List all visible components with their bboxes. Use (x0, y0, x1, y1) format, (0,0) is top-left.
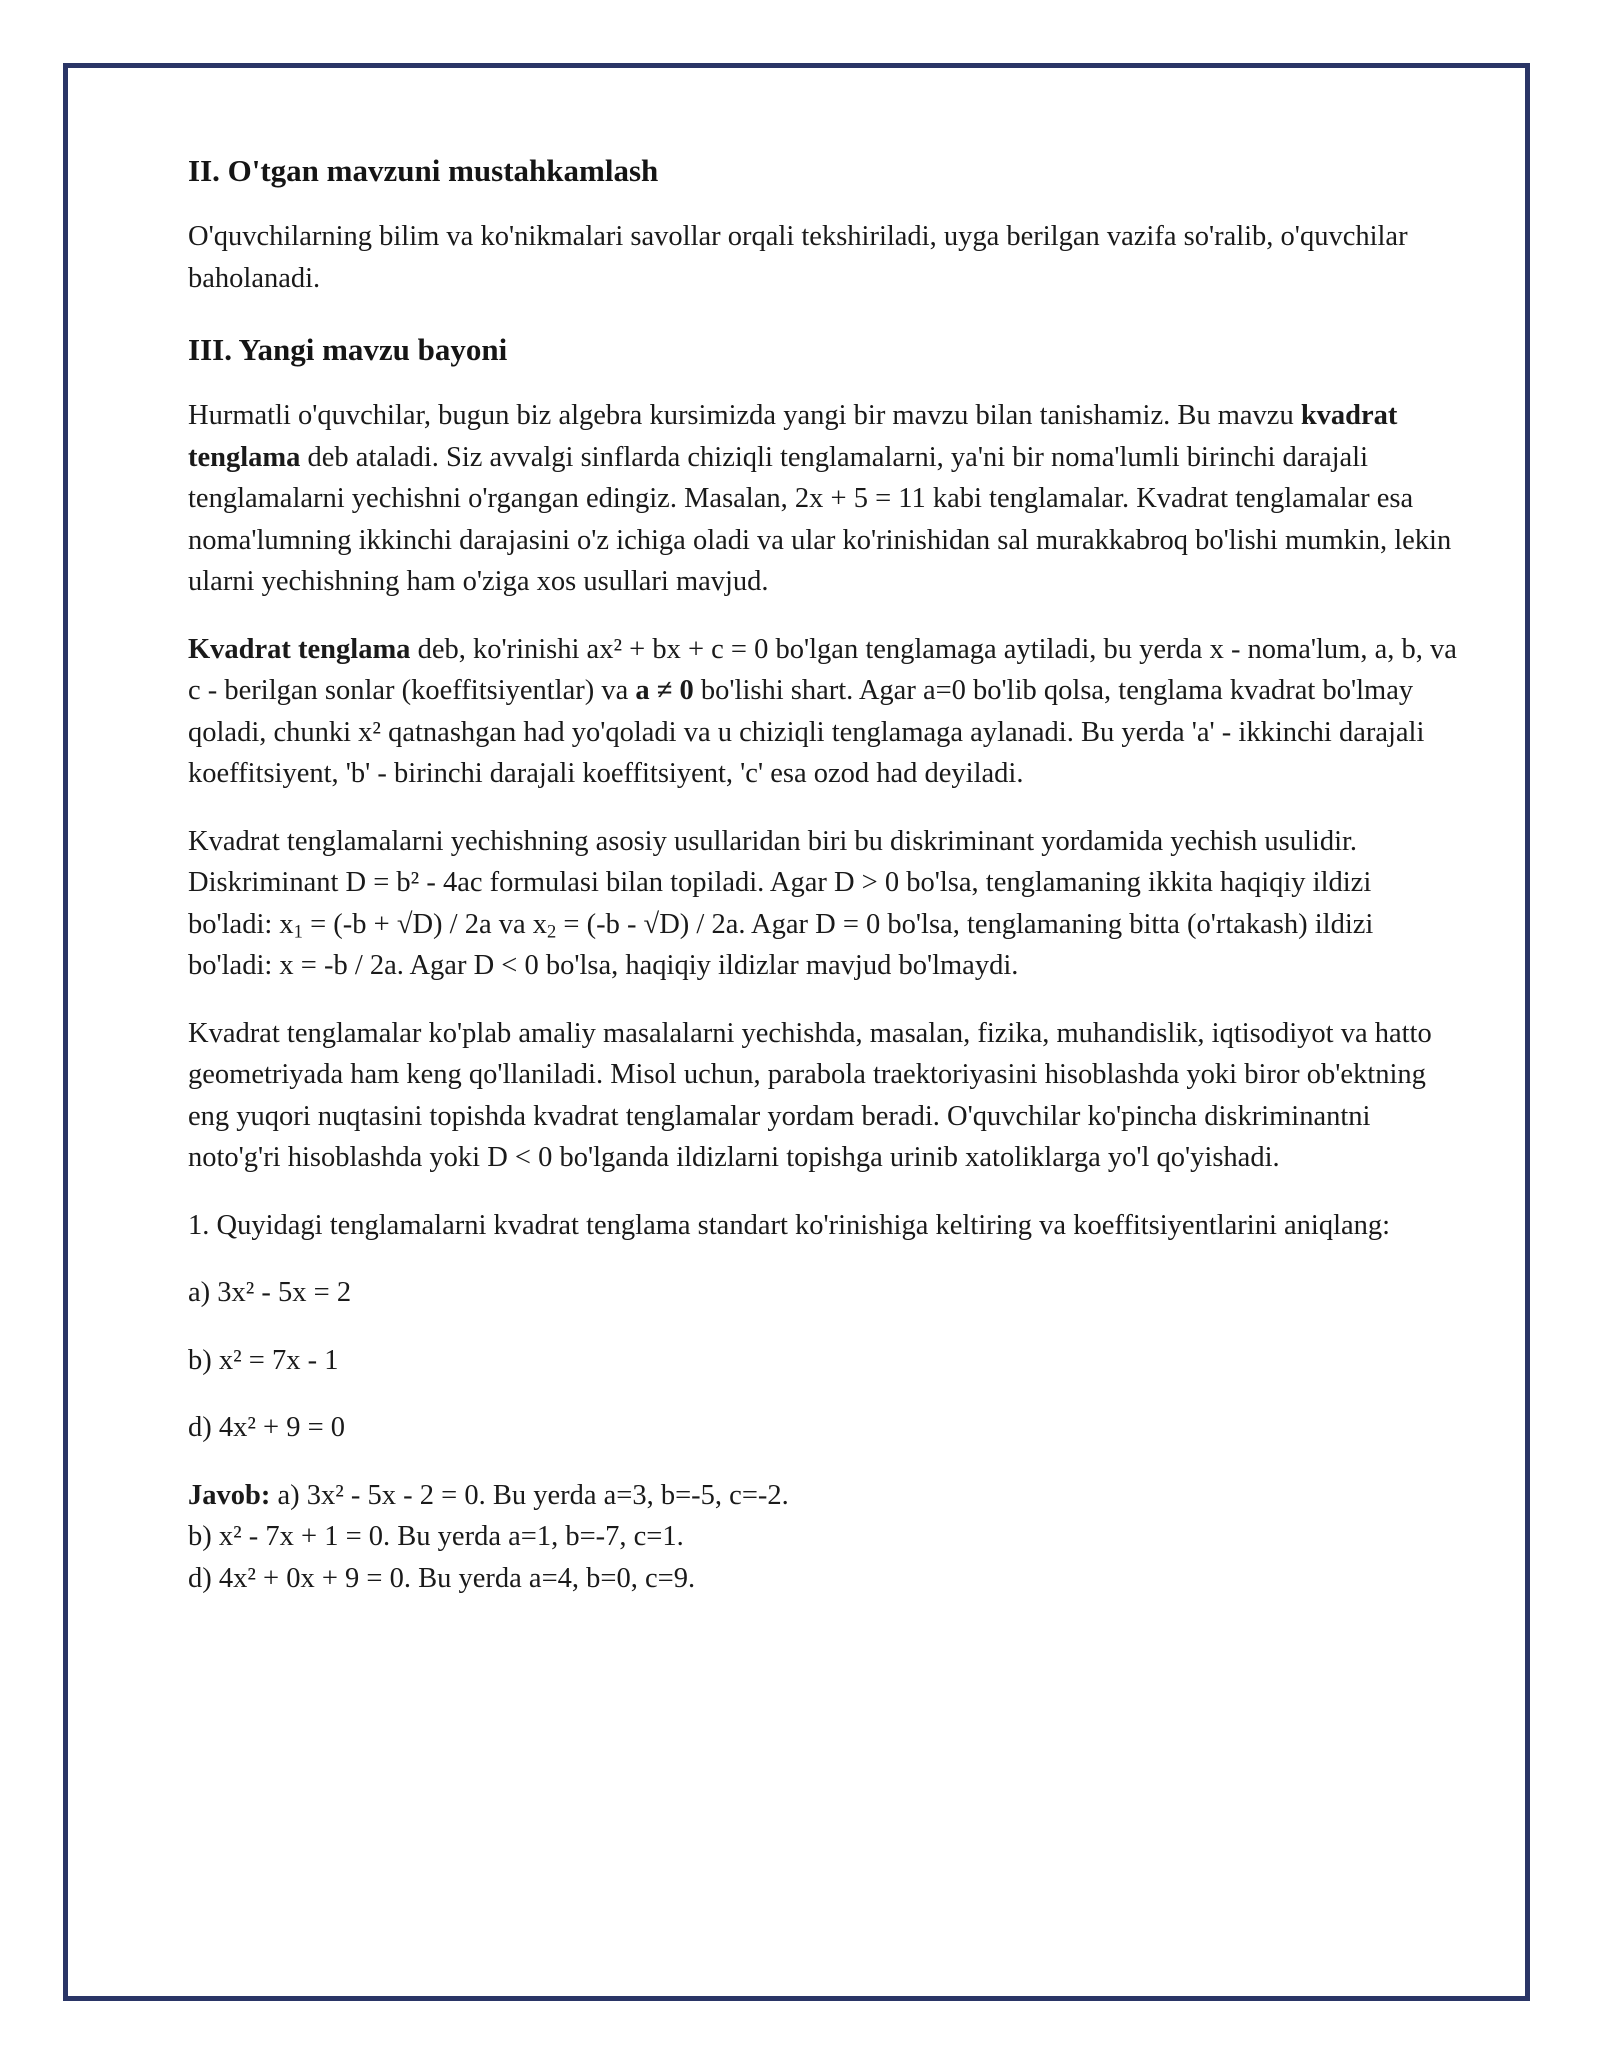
intro-text-1: Hurmatli o'quvchilar, bugun biz algebra kursimizda yangi bir mavzu bilan tanishamiz. Bu mavzu (188, 400, 1301, 431)
definition-paragraph (188, 629, 1458, 795)
definition-bold-condition: a ≠ 0 (635, 675, 694, 706)
definition-bold-term: Kvadrat tenglama (188, 633, 411, 665)
answer-line-d: d) 4x² + 0x + 9 = 0. Bu yerda a=4, b=0, c=9. (188, 1562, 696, 1594)
intro-text-2: deb ataladi. Siz avvalgi sinflarda chiziqli tenglamalarni, ya'ni bir noma'lumli birinchi darajali tenglamalarni yechishni o'rgangan edingiz. Masalan, 2x + 5 = 11 kabi tenglamalar. Kvadrat tenglamalar esa noma'lumning ikkinchi darajasini o'z ichiga oladi va ular ko'rinishidan sal murakkabroq bo'lishi mumkin, lekin ularni yechishning ham o'ziga xos usullari mavjud. (188, 441, 1452, 597)
subscript-2: 2 (547, 921, 557, 943)
subscript-1: 1 (293, 921, 303, 943)
answer-label: Javob: (188, 1479, 271, 1511)
definition-text-1: deb, ko'rinishi ax² + bx + c = 0 bo'lgan tenglamaga aytiladi, bu yerda x - noma'lum, a, b, va c - berilgan sonlar (koeffitsiyentlar) va (188, 633, 1457, 706)
document-content (188, 148, 1458, 1599)
discriminant-text-2: = (-b + √D) / 2a va x (302, 908, 547, 940)
consolidation-paragraph: O'quvchilarning bilim va ko'nikmalari savollar orqali tekshiriladi, uyga berilgan vazifa so'ralib, o'quvchilar baholanadi. (188, 221, 1408, 294)
intro-paragraph (188, 395, 1458, 603)
task-paragraph: 1. Quyidagi tenglamalarni kvadrat tenglama standart ko'rinishiga keltiring va koeffitsiyentlarini aniqlang: (188, 1209, 1391, 1241)
discriminant-text-1: Kvadrat tenglamalarni yechishning asosiy usullaridan biri bu diskriminant yordamida yechish usulidir. Diskriminant D = b² - 4ac formulasi bilan topiladi. Agar D > 0 bo'lsa, tenglamaning ikkita haqiqiy ildizi bo'ladi: x (188, 825, 1372, 940)
discriminant-text-3: = (-b - √D) / 2a. Agar D = 0 bo'lsa, tenglamaning bitta (o'rtakash) ildizi bo'ladi: x = -b / 2a. Agar D < 0 bo'lsa, haqiqiy ildizlar mavjud bo'lmaydi. (188, 908, 1374, 981)
task-item-a: a) 3x² - 5x = 2 (188, 1277, 352, 1308)
section-heading-new-topic: III. Yangi mavzu bayoni (188, 332, 508, 367)
answer-block (188, 1475, 1458, 1600)
answer-line-a: a) 3x² - 5x - 2 = 0. Bu yerda a=3, b=-5, c=-2. (270, 1479, 789, 1511)
intro-bold-term: kvadrat tenglama (188, 400, 1398, 473)
definition-text-2: bo'lishi shart. Agar a=0 bo'lib qolsa, tenglama kvadrat bo'lmay qoladi, chunki x² qatnashgan had yo'qoladi va u chiziqli tenglamaga aylanadi. Bu yerda 'a' - ikkinchi darajali koeffitsiyent, 'b' - birinchi darajali koeffitsiyent, 'c' esa ozod had deyiladi. (188, 675, 1425, 789)
task-item-b: b) x² = 7x - 1 (188, 1344, 339, 1376)
applications-paragraph: Kvadrat tenglamalar ko'plab amaliy masalalarni yechishda, masalan, fizika, muhandislik, iqtisodiyot va hatto geometriyada ham keng qo'llaniladi. Misol uchun, parabola traektoriyasini hisoblashda yoki biror ob'ektning eng yuqori nuqtasini topishda kvadrat tenglamalar yordam beradi. O'quvchilar ko'pincha diskriminantni noto'g'ri hisoblashda yoki D < 0 bo'lganda ildizlarni topishga urinib xatoliklarga yo'l qo'yishadi. (188, 1017, 1432, 1173)
answer-line-b: b) x² - 7x + 1 = 0. Bu yerda a=1, b=-7, c=1. (188, 1521, 684, 1552)
discriminant-paragraph (188, 821, 1458, 987)
task-item-d: d) 4x² + 9 = 0 (188, 1412, 346, 1443)
section-heading-consolidation: II. O'tgan mavzuni mustahkamlash (188, 153, 659, 188)
